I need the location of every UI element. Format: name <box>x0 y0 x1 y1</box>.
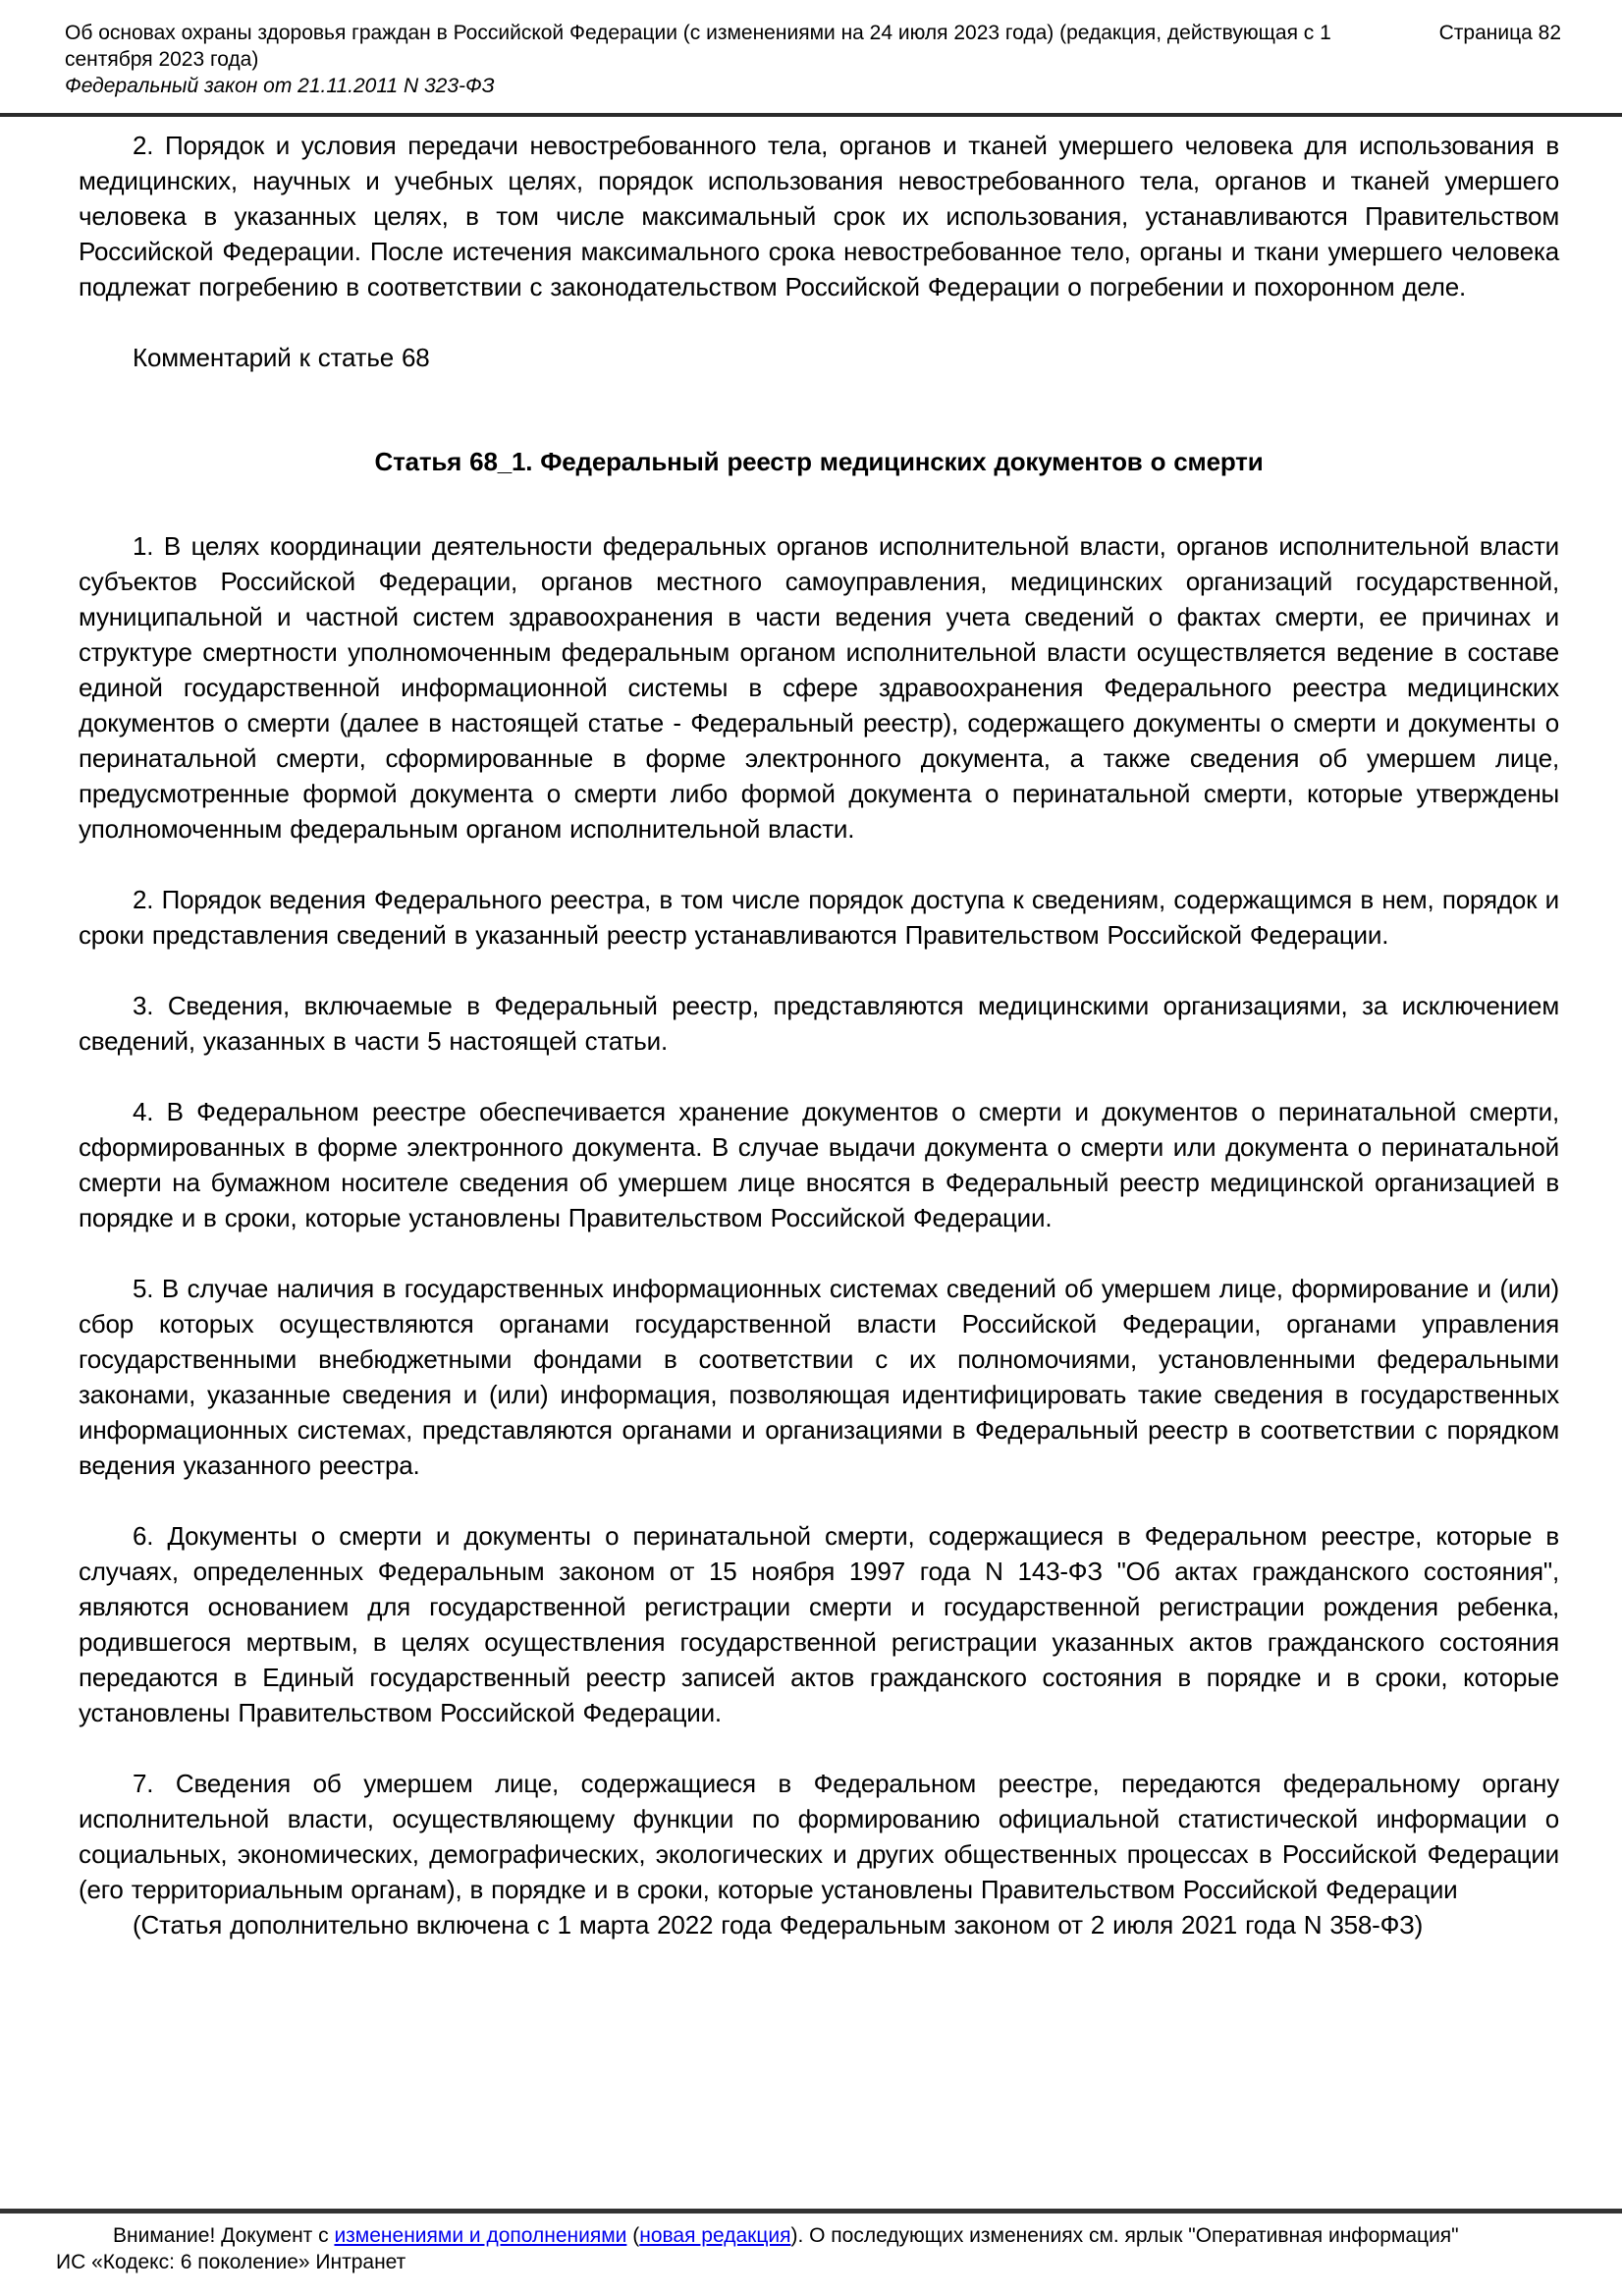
comment-to-article-68: Комментарий к статье 68 <box>133 343 430 372</box>
page-footer <box>0 2209 1622 2275</box>
paragraph-5: 5. В случае наличия в государственных информационных системах сведений об умершем лице, формирование и (или) сбор которых осуществляются органами государственной власти Российской Федерации, органами управления государственными внебюджетными фондами в соответствии с их полномочиями, установленными федеральными законами, указанные сведения и (или) информация, позволяющая идентифицировать такие сведения в государственных информационных системах, представляются органами и организациями в Федеральный реестр в соответствии с порядком ведения указанного реестра. <box>79 1274 1559 1480</box>
document-header <box>0 0 1622 99</box>
paragraph-4: 4. В Федеральном реестре обеспечивается хранение документов о смерти и документов о перинатальной смерти, сформированных в форме электронного документа. В случае выдачи документа о смерти или документа о перинатальной смерти на бумажном носителе сведения об умершем лице вносятся в Федеральный реестр медицинской организацией в порядке и в сроки, которые установлены Правительством Российской Федерации. <box>79 1097 1559 1232</box>
header-title-row <box>65 20 1561 73</box>
header-divider <box>0 113 1622 117</box>
paragraph-1: 1. В целях координации деятельности федеральных органов исполнительной власти, органов исполнительной власти субъектов Российской Федерации, органов местного самоуправления, медицинских организаций государственной, муниципальной и частной систем здравоохранения в части ведения учета сведений о фактах смерти, ее причинах и структуре смертности уполномоченным федеральным органом исполнительной власти осуществляется ведение в составе единой государственной информационной системы в сфере здравоохранения Федерального реестра медицинских документов о смерти (далее в настоящей статье - Федеральный реестр), содержащего документы о смерти и документы о перинатальной смерти, сформированные в форме электронного документа, а также сведения об умершем лице, предусмотренные формой документа о смерти либо формой документа о перинатальной смерти, которые утверждены уполномоченным федеральным органом исполнительной власти. <box>79 531 1559 844</box>
paragraph-7: 7. Сведения об умершем лице, содержащиеся в Федеральном реестре, передаются федеральному органу исполнительной власти, осуществляющему функции по формированию официальной статистической информации о социальных, экономических, демографических, экологических и других общественных процессах в Российской Федерации (его территориальным органам), в порядке и в сроки, которые установлены Правительством Российской Федерации <box>79 1769 1559 1904</box>
document-title: Об основах охраны здоровья граждан в Российской Федерации (с изменениями на 24 июля 2023 года) (редакция, действующая с 1 сентября 2023 года) <box>65 22 1331 71</box>
footer-notice-suffix: ). О последующих изменениях см. ярлык "Оперативная информация" <box>790 2224 1459 2247</box>
system-label: ИС «Кодекс: 6 поколение» Интранет <box>56 2251 406 2273</box>
paragraph-article68-part2: 2. Порядок и условия передачи невостребованного тела, органов и тканей умершего человека для использования в медицинских, научных и учебных целях, порядок использования невостребованного тела, органов и тканей умершего человека в указанных целях, в том числе максимальный срок их использования, устанавливаются Правительством Российской Федерации. После истечения максимального срока невостребованное тело, органы и ткани умершего человека подлежат погребению в соответствии с законодательством Российской Федерации о погребении и похоронном деле. <box>79 131 1559 301</box>
footer-notice-paren: ( <box>626 2224 640 2247</box>
footer-notice <box>0 2214 1622 2249</box>
paragraph-2: 2. Порядок ведения Федерального реестра, в том числе порядок доступа к сведениям, содержащимся в нем, порядок и сроки представления сведений в указанный реестр устанавливаются Правительством Российской Федерации. <box>79 885 1559 950</box>
document-body <box>0 128 1622 1942</box>
paragraph-3: 3. Сведения, включаемые в Федеральный реестр, представляются медицинскими организациями, за исключением сведений, указанных в части 5 настоящей статьи. <box>79 991 1559 1056</box>
paragraph-6: 6. Документы о смерти и документы о перинатальной смерти, содержащиеся в Федеральном реестре, которые в случаях, определенных Федеральным законом от 15 ноября 1997 года N 143-ФЗ "Об актах гражданского состояния", являются основанием для государственной регистрации смерти и государственной регистрации рождения ребенка, родившегося мертвым, в целях осуществления государственной регистрации указанных актов гражданского состояния передаются в Единый государственный реестр записей актов гражданского состояния в порядке и в сроки, которые установлены Правительством Российской Федерации. <box>79 1521 1559 1727</box>
amendments-link[interactable]: изменениями и дополнениями <box>334 2224 627 2247</box>
article-heading: Статья 68_1. Федеральный реестр медицинских документов о смерти <box>374 447 1264 476</box>
new-edition-link[interactable]: новая редакция <box>639 2224 791 2247</box>
page-number: Страница 82 <box>1438 22 1561 44</box>
document-subtitle: Федеральный закон от 21.11.2011 N 323-ФЗ <box>65 75 495 97</box>
footer-notice-prefix: Внимание! Документ с <box>113 2224 335 2247</box>
article-inclusion-note: (Статья дополнительно включена с 1 марта 2022 года Федеральным законом от 2 июля 2021 года N 358-ФЗ) <box>133 1910 1424 1940</box>
